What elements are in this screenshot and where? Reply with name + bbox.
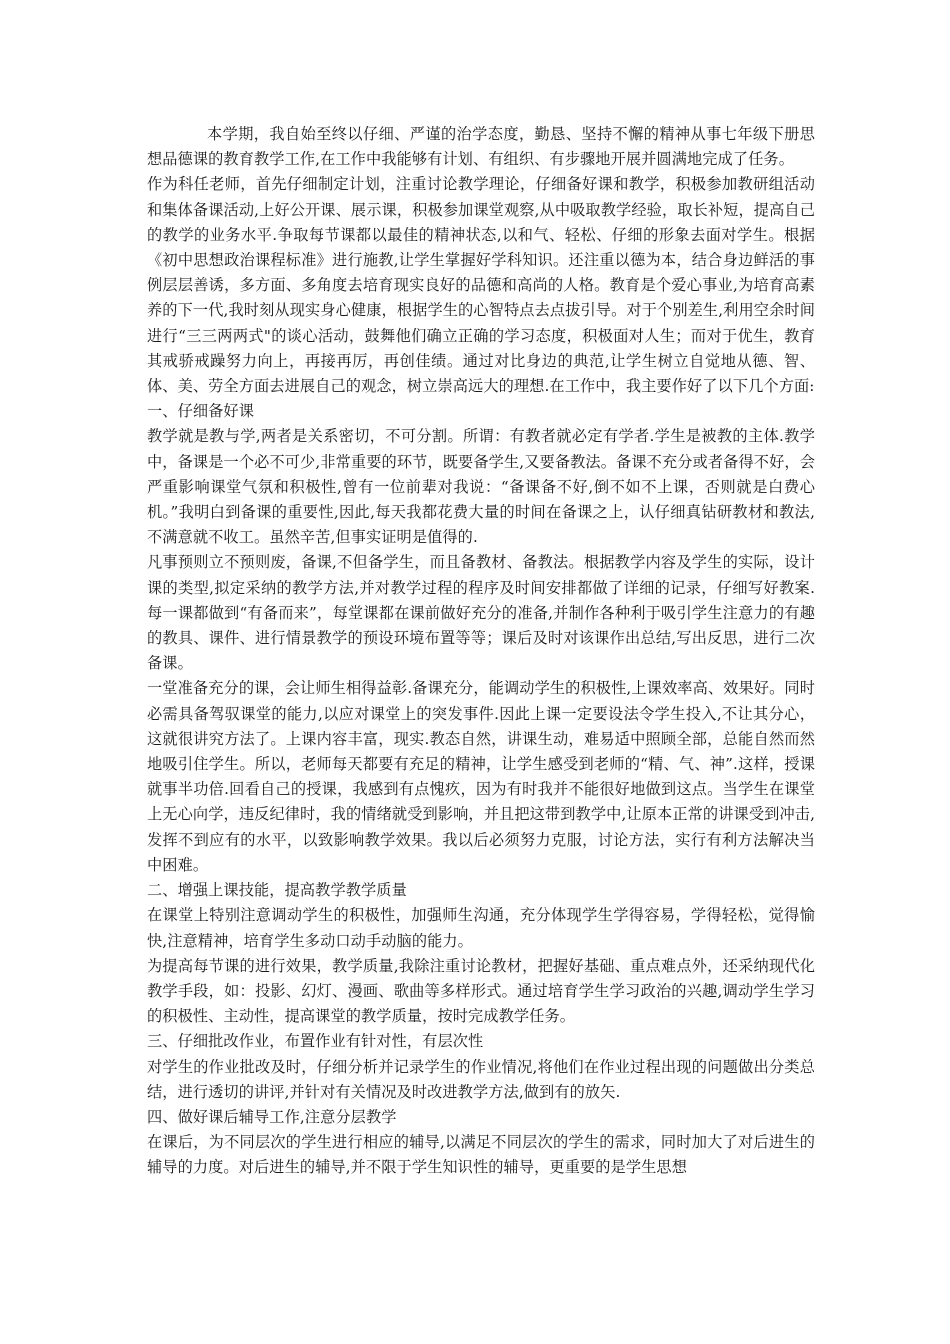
body-paragraph: 在课堂上特别注意调动学生的积极性，加强师生沟通，充分体现学生学得容易，学得轻松，觉得愉快,注意精神，培育学生多动口动手动脑的能力。 — [147, 906, 815, 950]
document-body — [147, 122, 815, 1181]
body-paragraph: 对学生的作业批改及时，仔细分析并记录学生的作业情况,将他们在作业过程出现的问题做出分类总结，进行透切的讲评,并针对有关情况及时改进教学方法,做到有的放矢. — [147, 1057, 815, 1101]
section-heading: 三、仔细批改作业，布置作业有针对性，有层次性 — [147, 1032, 484, 1051]
body-paragraph: 教学就是教与学,两者是关系密切，不可分割。所谓：有教者就必定有学者.学生是被教的主体.教学中，备课是一个必不可少,非常重要的环节，既要备学生,又要备教法。备课不充分或者备得不好，会严重影响课堂气氛和积极性,曾有一位前辈对我说：“备课备不好,倒不如不上课，否则就是白费心机。”我明白到备课的重要性,因此,每天我都花费大量的时间在备课之上，认仔细真钻研教材和教法,不满意就不收工。虽然辛苦,但事实证明是值得的. — [147, 427, 815, 547]
body-paragraph: 凡事预则立不预则废，备课,不但备学生，而且备教材、备教法。根据教学内容及学生的实际，设计课的类型,拟定采纳的教学方法,并对教学过程的程序及时间安排都做了详细的记录，仔细写好教案.每一课都做到“有备而来”，每堂课都在课前做好充分的准备,并制作各种利于吸引学生注意力的有趣的教具、课件、进行情景教学的预设环境布置等等；课后及时对该课作出总结,写出反思，进行二次备课。 — [147, 553, 815, 673]
body-paragraph: 在课后，为不同层次的学生进行相应的辅导,以满足不同层次的学生的需求，同时加大了对后进生的辅导的力度。对后进生的辅导,并不限于学生知识性的辅导，更重要的是学生思想 — [147, 1133, 815, 1177]
body-paragraph: 一堂准备充分的课，会让师生相得益彰.备课充分，能调动学生的积极性,上课效率高、效果好。同时必需具备驾驭课堂的能力,以应对课堂上的突发事件.因此上课一定要设法令学生投入,不让其分心，这就很讲究方法了。上课内容丰富，现实.教态自然，讲课生动，难易适中照顾全部，总能自然而然地吸引住学生。所以，老师每天都要有充足的精神，让学生感受到老师的“精、气、神”.这样，授课就事半功倍.回看自己的授课，我感到有点愧疚，因为有时我并不能很好地做到这点。当学生在课堂上无心向学，违反纪律时，我的情绪就受到影响，并且把这带到教学中,让原本正常的讲课受到冲击,发挥不到应有的水平，以致影响教学效果。我以后必须努力克服，讨论方法，实行有利方法解决当中困难。 — [147, 679, 815, 874]
body-paragraph: 为提高每节课的进行效果，教学质量,我除注重讨论教材，把握好基础、重点难点外，还采纳现代化教学手段，如：投影、幻灯、漫画、歌曲等多样形式。通过培育学生学习政治的兴趣,调动学生学习的积极性、主动性，提高课堂的教学质量，按时完成教学任务。 — [147, 956, 815, 1026]
body-paragraph: 作为科任老师，首先仔细制定计划，注重讨论教学理论，仔细备好课和教学，积极参加教研组活动和集体备课活动,上好公开课、展示课，积极参加课堂观察,从中吸取教学经验，取长补短，提高自己的教学的业务水平.争取每节课都以最佳的精神状态,以和气、轻松、仔细的形象去面对学生。根据《初中思想政治课程标准》进行施教,让学生掌握好学科知识。还注重以德为本，结合身边鲜活的事例层层善诱，多方面、多角度去培育现实良好的品德和高尚的人格。教育是个爱心事业,为培育高素养的下一代,我时刻从现实身心健康，根据学生的心智特点去点拔引导。对于个别差生,利用空余时间进行“三三两两式"的谈心活动，鼓舞他们确立正确的学习态度，积极面对人生；而对于优生，教育其戒骄戒躁努力向上，再接再厉，再创佳绩。通过对比身边的典范,让学生树立自觉地从德、智、体、美、劳全方面去进展自己的观念，树立崇高远大的理想.在工作中，我主要作好了以下几个方面: — [147, 175, 815, 396]
section-heading: 二、增强上课技能，提高教学教学质量 — [147, 881, 407, 900]
intro-paragraph: 本学期，我自始至终以仔细、严谨的治学态度，勤恳、坚持不懈的精神从事七年级下册思想品德课的教育教学工作,在工作中我能够有计划、有组织、有步骤地开展并圆满地完成了任务。 — [147, 125, 815, 169]
section-heading: 四、做好课后辅导工作,注意分层教学 — [147, 1107, 397, 1126]
section-heading: 一、仔细备好课 — [147, 402, 255, 421]
